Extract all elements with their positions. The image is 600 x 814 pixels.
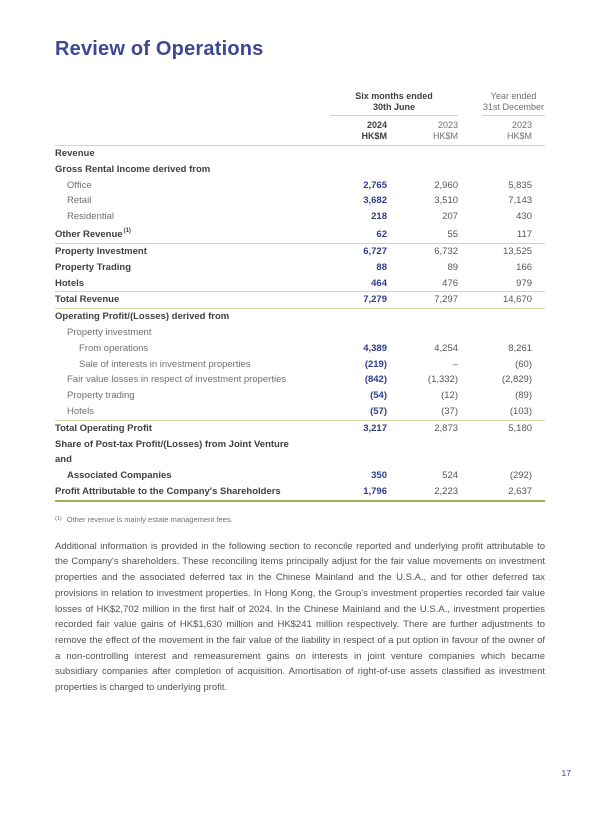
value-cell: 2,223 (387, 484, 458, 501)
group-header-year-ended (458, 91, 545, 116)
value-cell: (1,332) (427, 374, 459, 386)
value-cell: (57) (300, 404, 387, 420)
row-label: Residential (67, 211, 114, 223)
footnote (55, 515, 545, 524)
row-label: Property Trading (55, 261, 132, 273)
financial-table (55, 91, 545, 502)
value-cell: 3,217 (363, 422, 387, 434)
row-label: Retail (67, 195, 92, 207)
value-cell: 55 (387, 225, 458, 243)
value-cell: 207 (442, 211, 459, 223)
value-cell: 476 (387, 276, 458, 292)
table-row (55, 484, 545, 501)
value-cell (458, 309, 545, 325)
group-header-six-months (300, 91, 458, 116)
value-cell (458, 146, 545, 162)
value-cell: – (452, 358, 459, 370)
row-label: Property trading (67, 390, 135, 402)
column-subheader-row (55, 116, 545, 146)
row-label: Total Operating Profit (55, 422, 152, 434)
row-label: Total Revenue (55, 292, 300, 309)
value-cell (387, 146, 458, 162)
value-cell: (842) (364, 374, 387, 386)
row-label: Profit Attributable to the Company's Shareholders (55, 484, 300, 501)
row-label: Property Investment (55, 245, 147, 257)
value-cell: (292) (509, 470, 533, 482)
value-cell: 166 (516, 261, 533, 273)
value-cell (458, 162, 545, 178)
value-cell: 3,510 (434, 195, 459, 207)
value-cell: 4,254 (434, 342, 459, 354)
row-label: Gross Rental Income derived from (55, 163, 211, 175)
table-row (55, 178, 545, 194)
table-row (55, 260, 545, 276)
value-cell: 350 (371, 470, 387, 482)
value-cell: 4,389 (363, 342, 387, 354)
value-cell: (219) (364, 358, 387, 370)
value-cell: 5,835 (508, 179, 533, 191)
row-label: Property investment (67, 326, 152, 338)
value-cell: 3,682 (363, 195, 387, 207)
value-cell: (12) (441, 390, 459, 402)
column-header-2023: 2023 HK$M (387, 116, 458, 146)
value-cell: (2,829) (501, 374, 533, 386)
value-cell (387, 325, 458, 341)
value-cell: (54) (370, 390, 387, 402)
row-label: Revenue (55, 148, 95, 159)
group-header-line1: Year ended (490, 91, 537, 101)
value-cell: (37) (387, 404, 458, 420)
value-cell: 88 (376, 261, 387, 273)
group-header-line2: 31st December (483, 101, 545, 112)
value-cell: (60) (515, 358, 533, 370)
value-cell: 14,670 (458, 292, 545, 309)
page-number: 17 (561, 768, 571, 778)
value-cell: 117 (458, 225, 545, 243)
value-cell: 464 (300, 276, 387, 292)
value-cell: 13,525 (502, 245, 533, 257)
table-row (55, 243, 545, 259)
value-cell: 2,765 (363, 179, 387, 191)
value-cell: 2,960 (434, 179, 459, 191)
value-cell (300, 146, 387, 162)
row-label: From operations (79, 342, 149, 354)
value-cell (300, 325, 387, 341)
table-row (55, 146, 545, 162)
column-header-2024: 2024 HK$M (300, 116, 387, 146)
value-cell: 7,279 (300, 292, 387, 309)
table-row (55, 292, 545, 309)
value-cell: 2,637 (458, 484, 545, 501)
group-header-spacer (55, 91, 300, 116)
value-cell (387, 162, 458, 178)
row-label: Operating Profit/(Losses) derived from (55, 311, 230, 323)
value-cell: 8,261 (508, 342, 533, 354)
value-cell (458, 325, 545, 341)
table-row (55, 357, 545, 373)
table-row (55, 225, 545, 243)
value-cell: 430 (516, 211, 533, 223)
row-label: Other Revenue$^{(1)}$ (55, 225, 300, 243)
value-cell: 1,796 (300, 484, 387, 501)
row-label: Hotels (55, 276, 300, 292)
value-cell: 5,180 (508, 422, 533, 434)
table-row (55, 325, 545, 341)
group-header-row (55, 91, 545, 116)
financial-table-body (55, 146, 545, 501)
value-cell: 524 (442, 470, 459, 482)
table-row (55, 420, 545, 436)
table-row (55, 193, 545, 209)
value-cell: 89 (447, 261, 459, 273)
row-label: Office (67, 179, 92, 191)
value-cell: 7,297 (387, 292, 458, 309)
value-cell: (89) (515, 390, 533, 402)
subheader-spacer (55, 116, 300, 146)
value-cell (387, 309, 458, 325)
table-row (55, 388, 545, 404)
table-row (55, 162, 545, 178)
table-row (55, 341, 545, 357)
row-label: Share of Post-tax Profit/(Losses) from Joint Venture and Associated Companies (55, 438, 289, 482)
page-title: Review of Operations (55, 38, 264, 60)
value-cell: 6,727 (363, 245, 387, 257)
value-cell: 7,143 (508, 195, 533, 207)
table-row (55, 276, 545, 292)
row-label: Hotels (55, 404, 300, 420)
row-label: Sale of interests in investment properties (79, 358, 251, 370)
footnote-marker: (1) (55, 515, 62, 522)
table-row (55, 372, 545, 388)
footnote-text: Other revenue is mainly estate management fees. (66, 514, 233, 524)
body-paragraph: Additional information is provided in the following section to reconcile reported and underlying profit attributable to the Company's shareholders. These reconciling items principally adjust for the fair value movements on investment properties and the associated deferred tax in the Chinese Mainland and the U.S.A., and for other deferred tax provisions in relation to investment properties. In Hong Kong, the Group's investment properties recorded fair value losses of HK$2,702 million in the first half of 2024. In the Chinese Mainland and the U.S.A., investment properties recorded fair value gains of HK$1,630 million and HK$241 million respectively. There are further adjustments to remove the effect of the movement in the fair value of the liability in respect of a put option in favour of the owner of a non-controlling interest and remeasurement gains on interests in joint venture companies which became subsidiary companies after completion of acquisition. Amortisation of right-of-use assets classified as investment properties is charged to underlying profit. (55, 540, 545, 694)
table-row (55, 309, 545, 325)
value-cell: 2,873 (434, 422, 459, 434)
column-header-year-2023: 2023 HK$M (458, 116, 545, 146)
value-cell: (103) (458, 404, 545, 420)
row-label: Fair value losses in respect of investment properties (67, 374, 287, 386)
value-cell: 62 (300, 225, 387, 243)
group-header-line2: 30th June (373, 101, 416, 112)
table-row (55, 437, 545, 484)
value-cell (300, 309, 387, 325)
table-row (55, 209, 545, 225)
value-cell: 979 (458, 276, 545, 292)
table-row (55, 404, 545, 420)
value-cell: 218 (371, 211, 387, 223)
group-header-line1: Six months ended (355, 91, 433, 101)
value-cell: 6,732 (434, 245, 459, 257)
value-cell (300, 162, 387, 178)
